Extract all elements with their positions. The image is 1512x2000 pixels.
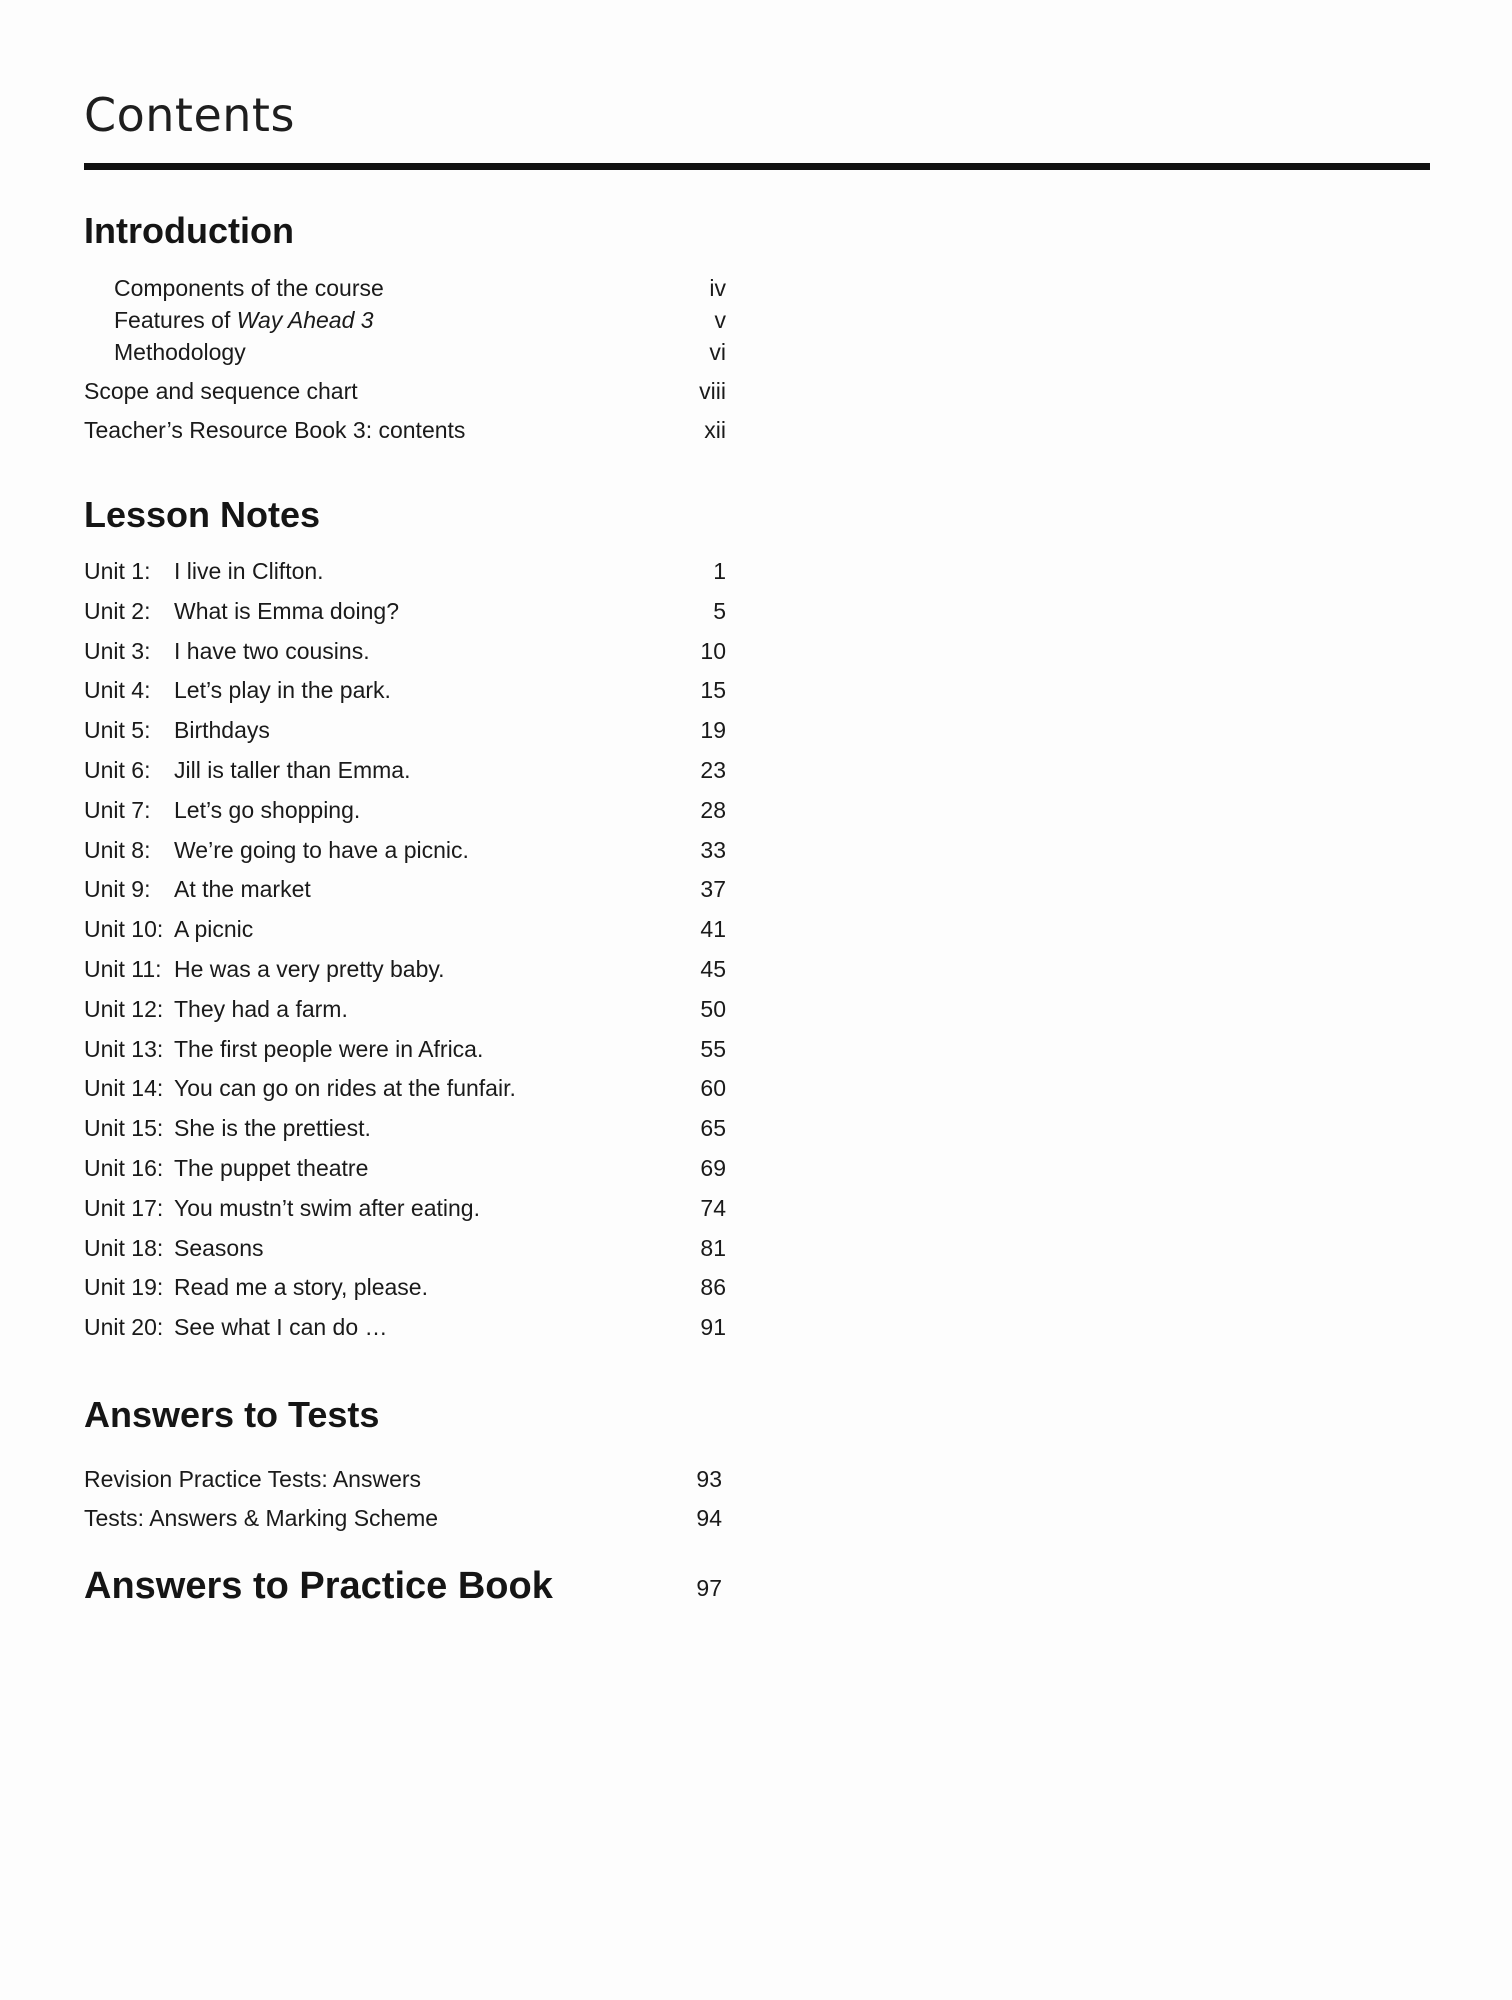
unit-number: Unit 10: — [84, 916, 164, 942]
toc-entry-unit[interactable] — [84, 753, 730, 787]
unit-title: Jill is taller than Emma. — [174, 757, 411, 783]
toc-entry-unit[interactable] — [84, 713, 730, 747]
page-number: 19 — [700, 717, 726, 743]
page-number: vi — [709, 339, 726, 365]
toc-entry-unit[interactable] — [84, 1191, 730, 1225]
toc-entry-unit[interactable] — [84, 833, 730, 867]
toc-entry-unit[interactable] — [84, 992, 730, 1026]
unit-title: A picnic — [174, 916, 254, 942]
unit-number: Unit 20: — [84, 1314, 164, 1340]
page-number: 81 — [700, 1235, 726, 1261]
unit-number: Unit 7: — [84, 797, 151, 823]
unit-title: Seasons — [174, 1235, 264, 1261]
toc-entry-unit[interactable] — [84, 793, 730, 827]
section-heading-lesson-notes: Lesson Notes — [84, 494, 321, 535]
page-number: 23 — [700, 757, 726, 783]
unit-title: Birthdays — [174, 717, 270, 743]
page-number: 5 — [713, 598, 726, 624]
toc-entry-unit[interactable] — [84, 872, 730, 906]
title-rule — [84, 163, 1430, 170]
toc-entry[interactable]: Revision Practice Tests: Answers 93 — [84, 1462, 730, 1496]
toc-entry-unit[interactable] — [84, 1310, 730, 1344]
unit-number: Unit 8: — [84, 837, 151, 863]
unit-number: Unit 12: — [84, 996, 164, 1022]
page-number: 91 — [700, 1314, 726, 1340]
unit-number: Unit 6: — [84, 757, 151, 783]
unit-title: Let’s play in the park. — [174, 677, 391, 703]
toc-entry-unit[interactable] — [84, 634, 730, 668]
unit-title: Let’s go shopping. — [174, 797, 361, 823]
unit-title: Read me a story, please. — [174, 1274, 428, 1300]
toc-entry[interactable]: Components of the course iv — [84, 271, 730, 305]
unit-number: Unit 1: — [84, 558, 151, 584]
toc-entry-unit[interactable] — [84, 594, 730, 628]
toc-entry-unit[interactable] — [84, 673, 730, 707]
unit-title: The puppet theatre — [174, 1155, 369, 1181]
page-number: 86 — [700, 1274, 726, 1300]
page-number: 55 — [700, 1036, 726, 1062]
unit-title: We’re going to have a picnic. — [174, 837, 469, 863]
page-number: 1 — [713, 558, 726, 584]
page-number: 93 — [696, 1466, 722, 1492]
page-number: 37 — [700, 876, 726, 902]
section-heading-answers-to-practice-book: Answers to Practice Book — [84, 1565, 553, 1607]
unit-number: Unit 19: — [84, 1274, 164, 1300]
unit-number: Unit 15: — [84, 1115, 164, 1141]
toc-entry[interactable]: Scope and sequence chart viii — [84, 374, 730, 408]
page-number: 15 — [700, 677, 726, 703]
toc-entry-unit[interactable] — [84, 1111, 730, 1145]
page-number: 97 — [696, 1575, 722, 1601]
unit-number: Unit 17: — [84, 1195, 164, 1221]
page-title: Contents — [84, 88, 295, 142]
unit-title: See what I can do … — [174, 1314, 388, 1340]
page-number: v — [714, 307, 726, 333]
page-number: 74 — [700, 1195, 726, 1221]
unit-number: Unit 9: — [84, 876, 151, 902]
toc-entry-unit[interactable] — [84, 554, 730, 588]
page-number: 45 — [700, 956, 726, 982]
unit-number: Unit 16: — [84, 1155, 164, 1181]
unit-number: Unit 4: — [84, 677, 151, 703]
unit-number: Unit 14: — [84, 1075, 164, 1101]
unit-title: He was a very pretty baby. — [174, 956, 445, 982]
unit-number: Unit 18: — [84, 1235, 164, 1261]
toc-entry-unit[interactable] — [84, 1231, 730, 1265]
toc-entry-unit[interactable] — [84, 1151, 730, 1185]
toc-entry-unit[interactable] — [84, 1270, 730, 1304]
toc-entry[interactable]: Methodology vi — [84, 335, 730, 369]
toc-entry[interactable]: Features of Way Ahead 3 v — [84, 303, 730, 337]
toc-entry[interactable]: Tests: Answers & Marking Scheme 94 — [84, 1501, 730, 1535]
unit-number: Unit 11: — [84, 956, 162, 982]
unit-title: I live in Clifton. — [174, 558, 324, 584]
unit-number: Unit 5: — [84, 717, 151, 743]
section-heading-answers-to-tests: Answers to Tests — [84, 1394, 380, 1435]
page-number: 60 — [700, 1075, 726, 1101]
toc-entry-unit[interactable] — [84, 912, 730, 946]
toc-entry-practice-book[interactable] — [84, 1562, 730, 1610]
unit-title: At the market — [174, 876, 311, 902]
page-number: 41 — [700, 916, 726, 942]
unit-title: The first people were in Africa. — [174, 1036, 484, 1062]
unit-title: She is the prettiest. — [174, 1115, 371, 1141]
unit-title: They had a farm. — [174, 996, 348, 1022]
page-number: 33 — [700, 837, 726, 863]
page-number: 28 — [700, 797, 726, 823]
page-number: 65 — [700, 1115, 726, 1141]
unit-title: You can go on rides at the funfair. — [174, 1075, 516, 1101]
unit-title: I have two cousins. — [174, 638, 370, 664]
unit-number: Unit 3: — [84, 638, 151, 664]
toc-entry-unit[interactable] — [84, 1071, 730, 1105]
unit-title: You mustn’t swim after eating. — [174, 1195, 480, 1221]
unit-title: What is Emma doing? — [174, 598, 399, 624]
page-number: 10 — [700, 638, 726, 664]
page-number: viii — [699, 378, 726, 404]
toc-entry-unit[interactable] — [84, 952, 730, 986]
page-number: 69 — [700, 1155, 726, 1181]
unit-number: Unit 13: — [84, 1036, 164, 1062]
page-number: xii — [704, 417, 726, 443]
page-number: iv — [709, 275, 726, 301]
page-number: 50 — [700, 996, 726, 1022]
toc-entry[interactable]: Teacher’s Resource Book 3: contents xii — [84, 413, 730, 447]
toc-entry-unit[interactable] — [84, 1032, 730, 1066]
unit-number: Unit 2: — [84, 598, 151, 624]
page-number: 94 — [696, 1505, 722, 1531]
section-heading-introduction: Introduction — [84, 210, 294, 251]
